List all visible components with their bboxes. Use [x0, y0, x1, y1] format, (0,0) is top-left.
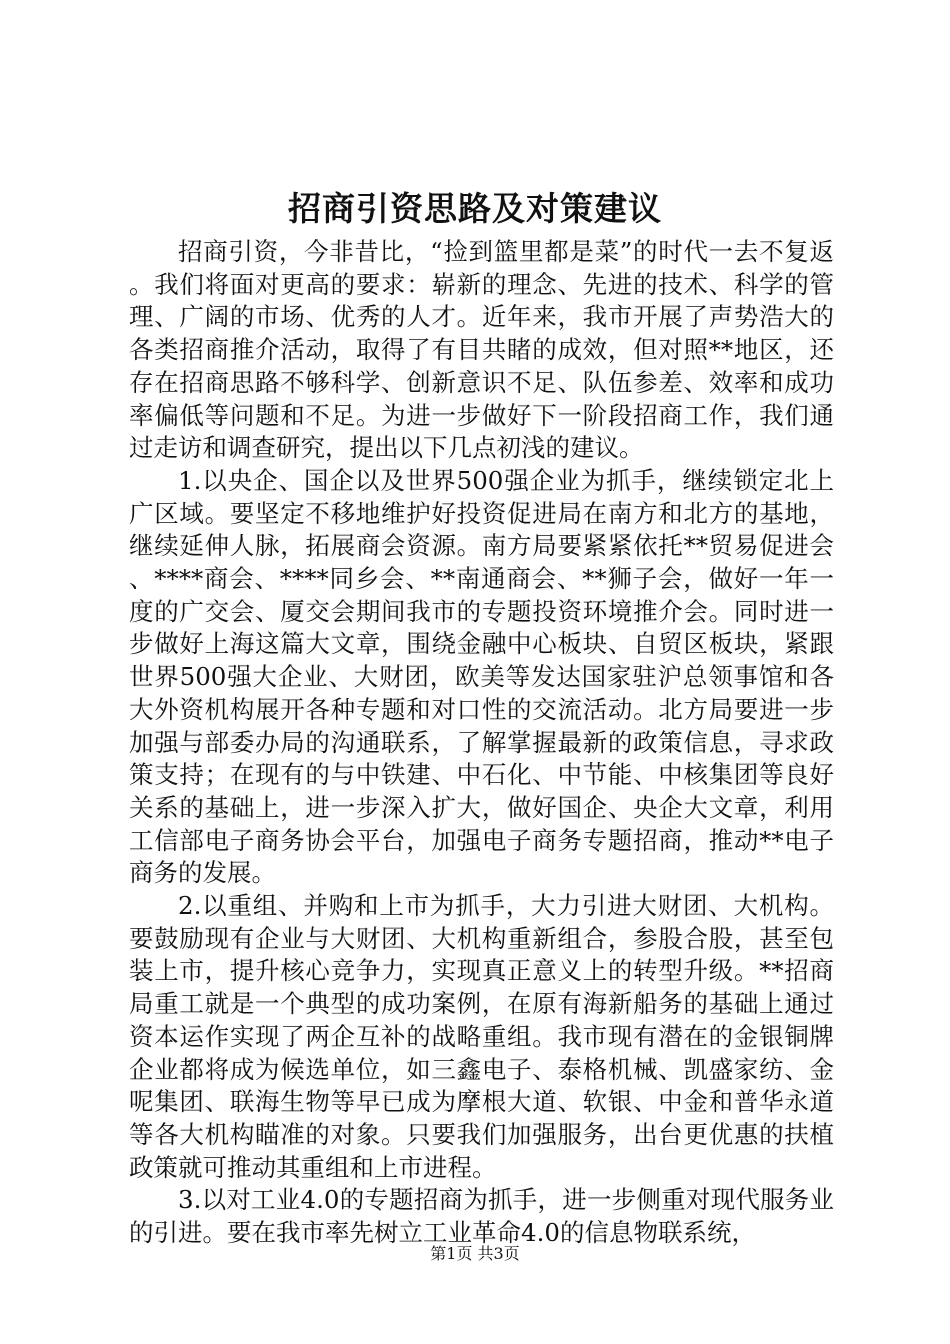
paragraph-point-2: 2.以重组、并购和上市为抓手，大力引进大财团、大机构。要鼓励现有企业与大财团、大机构重新组合，参股合股，甚至包装上市，提升核心竞争力，实现真正意义上的转型升级。**招商局重工就是一个典型的成功案例，在原有海新船务的基础上通过资本运作实现了两企互补的战略重组。我市现有潜在的金银铜牌企业都将成为候选单位，如三鑫电子、泰格机械、凯盛家纺、金呢集团、联海生物等早已成为摩根大道、软银、中金和普华永道等各大机构瞄准的对象。只要我们加强服务，出台更优惠的扶植政策就可推动其重组和上市进程。	[129, 891, 834, 1182]
document-body	[129, 236, 834, 1250]
document-title: 招商引资思路及对策建议	[288, 189, 662, 228]
paragraph-point-3: 3.以对工业4.0的专题招商为抓手，进一步侧重对现代服务业的引进。要在我市率先树立工业革命4.0的信息物联系统，	[129, 1185, 834, 1248]
page-footer: 第1页 共3页	[430, 1244, 520, 1263]
paragraph-intro: 招商引资，今非昔比，“捡到篮里都是菜”的时代一去不复返。我们将面对更高的要求：崭新的理念、先进的技术、科学的管理、广阔的市场、优秀的人才。近年来，我市开展了声势浩大的各类招商推介活动，取得了有目共睹的成效，但对照**地区，还存在招商思路不够科学、创新意识不足、队伍参差、效率和成功率偏低等问题和不足。为进一步做好下一阶段招商工作，我们通过走访和调查研究，提出以下几点初浅的建议。	[129, 237, 834, 463]
paragraph-point-1: 1.以央企、国企以及世界500强企业为抓手，继续锁定北上广区域。要坚定不移地维护好投资促进局在南方和北方的基地，继续延伸人脉，拓展商会资源。南方局要紧紧依托**贸易促进会、****商会、****同乡会、**南通商会、**狮子会，做好一年一度的广交会、厦交会期间我市的专题投资环境推介会。同时进一步做好上海这篇大文章，围绕金融中心板块、自贸区板块，紧跟世界500强大企业、大财团，欧美等发达国家驻沪总领事馆和各大外资机构展开各种专题和对口性的交流活动。北方局要进一步加强与部委办局的沟通联系，了解掌握最新的政策信息，寻求政策支持；在现有的与中铁建、中石化、中节能、中核集团等良好关系的基础上，进一步深入扩大，做好国企、央企大文章，利用工信部电子商务协会平台，加强电子商务专题招商，推动**电子商务的发展。	[129, 465, 834, 888]
